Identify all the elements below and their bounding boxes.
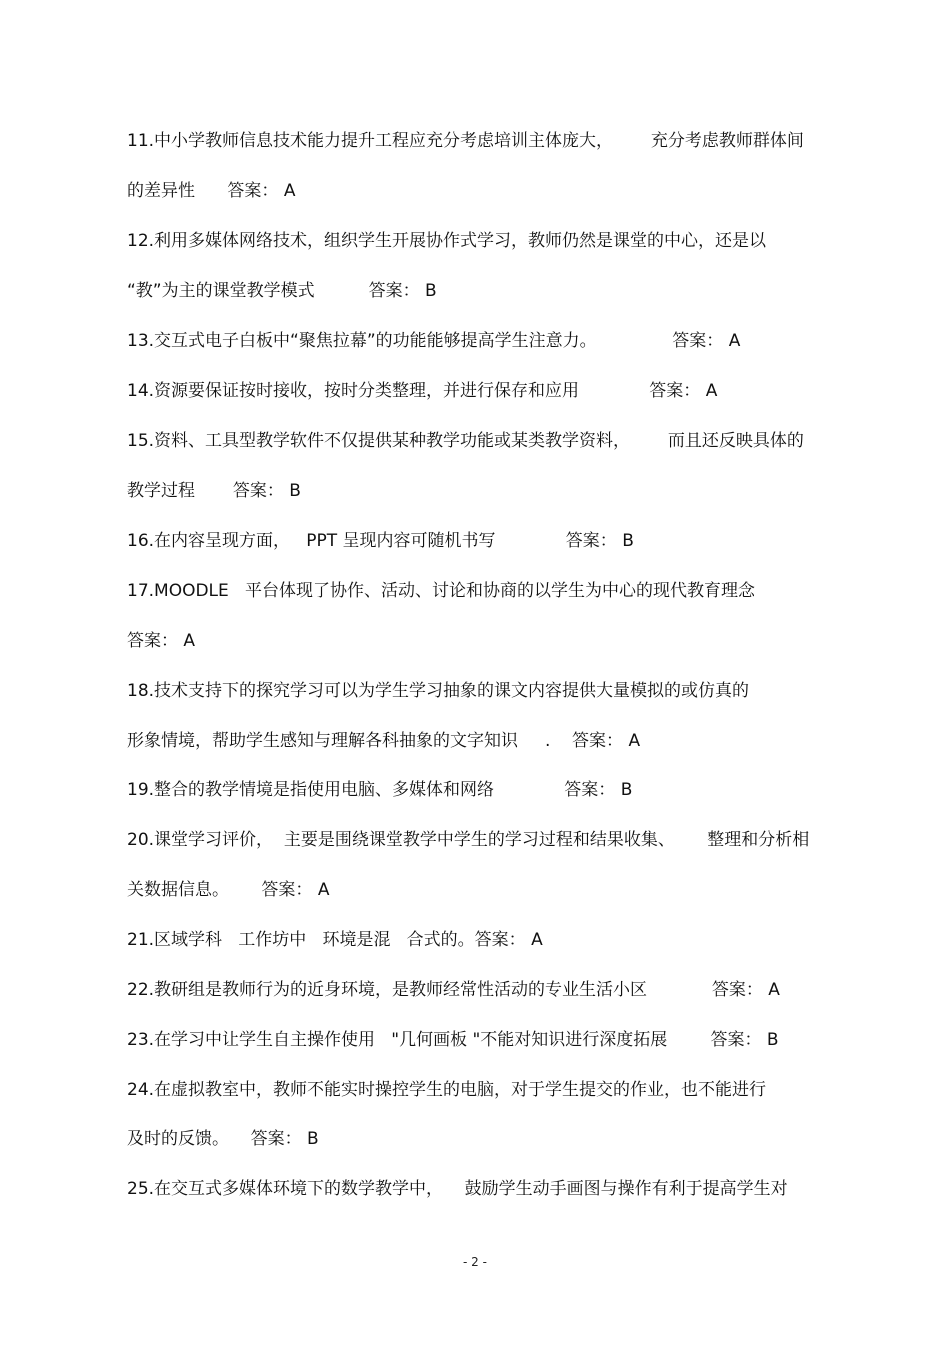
text-line-15: 20.课堂学习评价， 主要是围绕课堂教学中学生的学习过程和结果收集、 整理和分析相 (127, 830, 810, 850)
text-line-5: 13.交互式电子白板中“聚焦拉幕”的功能能够提高学生注意力。 答案： A (127, 331, 741, 351)
text-line-21: 及时的反馈。 答案： B (127, 1129, 319, 1149)
text-line-22: 25.在交互式多媒体环境下的数学教学中， 鼓励学生动手画图与操作有利于提高学生对 (127, 1179, 788, 1199)
text-line-20: 24.在虚拟教室中，教师不能实时操控学生的电脑，对于学生提交的作业，也不能进行 (127, 1080, 767, 1100)
text-line-17: 21.区域学科 工作坊中 环境是混 合式的。答案： A (127, 930, 543, 950)
text-line-3: 12.利用多媒体网络技术，组织学生开展协作式学习，教师仍然是课堂的中心，还是以 (127, 231, 767, 251)
text-line-6: 14.资源要保证按时接收，按时分类整理，并进行保存和应用 答案： A (127, 381, 718, 401)
text-line-2: 的差异性 答案： A (127, 181, 296, 201)
text-line-11: 答案： A (127, 631, 196, 651)
text-line-13: 形象情境，帮助学生感知与理解各科抽象的文字知识 . 答案： A (127, 731, 641, 751)
text-line-12: 18.技术支持下的探究学习可以为学生学习抽象的课文内容提供大量模拟的或仿真的 (127, 681, 750, 701)
text-line-9: 16.在内容呈现方面， PPT 呈现内容可随机书写 答案： B (127, 531, 634, 551)
text-line-14: 19.整合的教学情境是指使用电脑、多媒体和网络 答案： B (127, 780, 633, 800)
text-line-4: “教”为主的课堂教学模式 答案： B (127, 281, 437, 301)
text-line-10: 17.MOODLE 平台体现了协作、活动、讨论和协商的以学生为中心的现代教育理念 (127, 581, 755, 601)
text-line-8: 教学过程 答案： B (127, 481, 301, 501)
text-line-18: 22.教研组是教师行为的近身环境，是教师经常性活动的专业生活小区 答案： A (127, 980, 780, 1000)
text-line-19: 23.在学习中让学生自主操作使用 "几何画板 "不能对知识进行深度拓展 答案： B (127, 1030, 779, 1050)
text-line-16: 关数据信息。 答案： A (127, 880, 330, 900)
text-line-7: 15.资料、工具型教学软件不仅提供某种教学功能或某类教学资料， 而且还反映具体的 (127, 431, 804, 451)
page-number: - 2 - (463, 1255, 487, 1269)
text-line-1: 11.中小学教师信息技术能力提升工程应充分考虑培训主体庞大， 充分考虑教师群体间 (127, 131, 804, 151)
